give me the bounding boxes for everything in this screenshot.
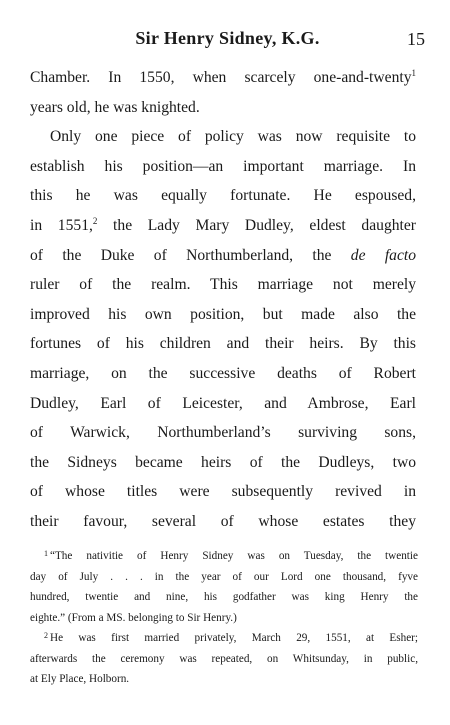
footnote-line: day of July . . . in the year of our Lord one thousand, fyve (30, 570, 418, 583)
footnote-line: at Ely Place, Holborn. (30, 673, 130, 685)
text-line: of whose titles were subsequently revived in (30, 483, 416, 501)
line-text: in 1551, (30, 216, 93, 234)
italic-text: de facto (350, 246, 417, 264)
footnote-line (30, 628, 418, 649)
line-text: of the Duke of Northumberland, the (30, 246, 351, 264)
text-line: establish his position—an important marriage. In (30, 157, 416, 175)
text-line: years old, he was knighted. (30, 98, 200, 116)
footnotes (30, 546, 418, 690)
text-line: ruler of the realm. This marriage not merely (30, 276, 416, 294)
footnote-line: hundred, twentie and nine, his godfather was king Henry the (30, 591, 418, 603)
running-title: Sir Henry Sidney, K.G. (135, 28, 320, 48)
text-line: improved his own position, but made also the (30, 305, 416, 323)
page-number: 15 (407, 29, 425, 49)
body-text (30, 63, 416, 537)
text-line: the Sidneys became heirs of the Dudleys, two (30, 453, 416, 471)
text-line (30, 63, 416, 93)
text-line: of Warwick, Northumberland’s surviving sons, (30, 424, 416, 442)
text-line (30, 211, 416, 241)
footnote-text: He was first married privately, March 29, 1551, at Esher; (50, 632, 418, 644)
footnote-ref-2: 2 (92, 215, 98, 226)
text-line (30, 241, 416, 271)
page-header (30, 28, 425, 54)
footnote-text: “The nativitie of Henry Sidney was on Tuesday, the twentie (50, 550, 418, 562)
text-line: marriage, on the successive deaths of Robert (30, 364, 416, 382)
footnote-line: afterwards the ceremony was repeated, on Whitsunday, in public, (30, 652, 418, 665)
footnote-mark-2: 2 (44, 631, 48, 640)
footnote-ref-1: 1 (411, 68, 416, 78)
text-line: fortunes of his children and their heirs. By this (30, 335, 416, 353)
text-line: Dudley, Earl of Leicester, and Ambrose, Earl (30, 394, 416, 412)
text-line: this he was equally fortunate. He espoused, (30, 187, 416, 205)
footnote-line: eighte.” (From a MS. belonging to Sir Henry.) (30, 611, 237, 624)
footnote-line (30, 546, 418, 567)
text-line: their favour, several of whose estates they (30, 512, 416, 530)
text-line: Only one piece of policy was now requisite to (50, 128, 416, 146)
footnote-mark-1: 1 (44, 549, 48, 558)
line-text: Chamber. In 1550, when scarcely one-and-twenty (30, 69, 412, 86)
line-text: the Lady Mary Dudley, eldest daughter (97, 216, 416, 234)
